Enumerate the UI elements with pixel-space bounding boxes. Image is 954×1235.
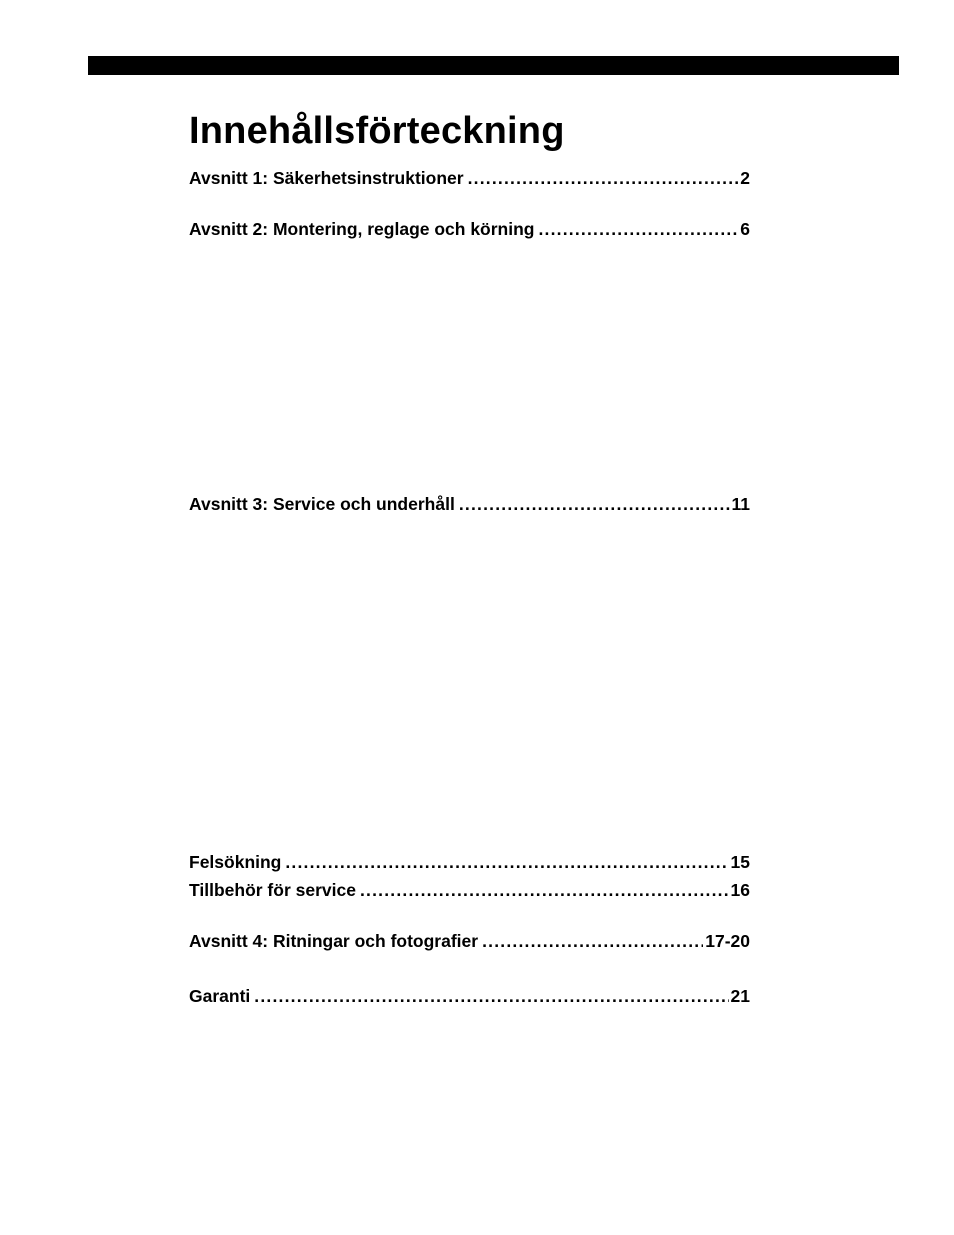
toc-entry-avsnitt-3[interactable] <box>189 493 750 515</box>
toc-entry-page: 2 <box>740 168 750 188</box>
toc-entry-avsnitt-1[interactable] <box>189 167 750 189</box>
toc-entry-felsokning[interactable] <box>189 851 750 873</box>
toc-entry-label: Avsnitt 1: Säkerhetsinstruktioner <box>189 168 464 188</box>
page-title: Innehållsförteckning <box>189 110 565 152</box>
toc-entry-tillbehor[interactable] <box>189 879 750 901</box>
toc-entry-label: Tillbehör för service <box>189 880 356 900</box>
toc-entry-page: 17-20 <box>705 931 750 951</box>
toc-entry-label: Avsnitt 2: Montering, reglage och körning <box>189 219 535 239</box>
dot-leader <box>539 218 739 240</box>
toc-entry-page: 16 <box>730 880 750 900</box>
dot-leader <box>459 493 730 515</box>
dot-leader <box>254 985 728 1007</box>
toc-entry-page: 6 <box>740 219 750 239</box>
dot-leader <box>468 167 739 189</box>
dot-leader <box>482 930 703 952</box>
header-rule <box>88 56 899 75</box>
toc-entry-label: Garanti <box>189 986 251 1006</box>
toc-entry-page: 21 <box>730 986 750 1006</box>
dot-leader <box>285 851 728 873</box>
toc-entry-label: Avsnitt 3: Service och underhåll <box>189 494 455 514</box>
toc-entry-avsnitt-2[interactable] <box>189 218 750 240</box>
toc-entry-label: Felsökning <box>189 852 282 872</box>
toc-entry-page: 11 <box>731 494 750 514</box>
toc-entry-label: Avsnitt 4: Ritningar och fotografier <box>189 931 479 951</box>
dot-leader <box>360 879 729 901</box>
toc-entry-page: 15 <box>730 852 750 872</box>
toc-entry-garanti[interactable] <box>189 985 750 1007</box>
toc-entry-avsnitt-4[interactable] <box>189 930 750 952</box>
